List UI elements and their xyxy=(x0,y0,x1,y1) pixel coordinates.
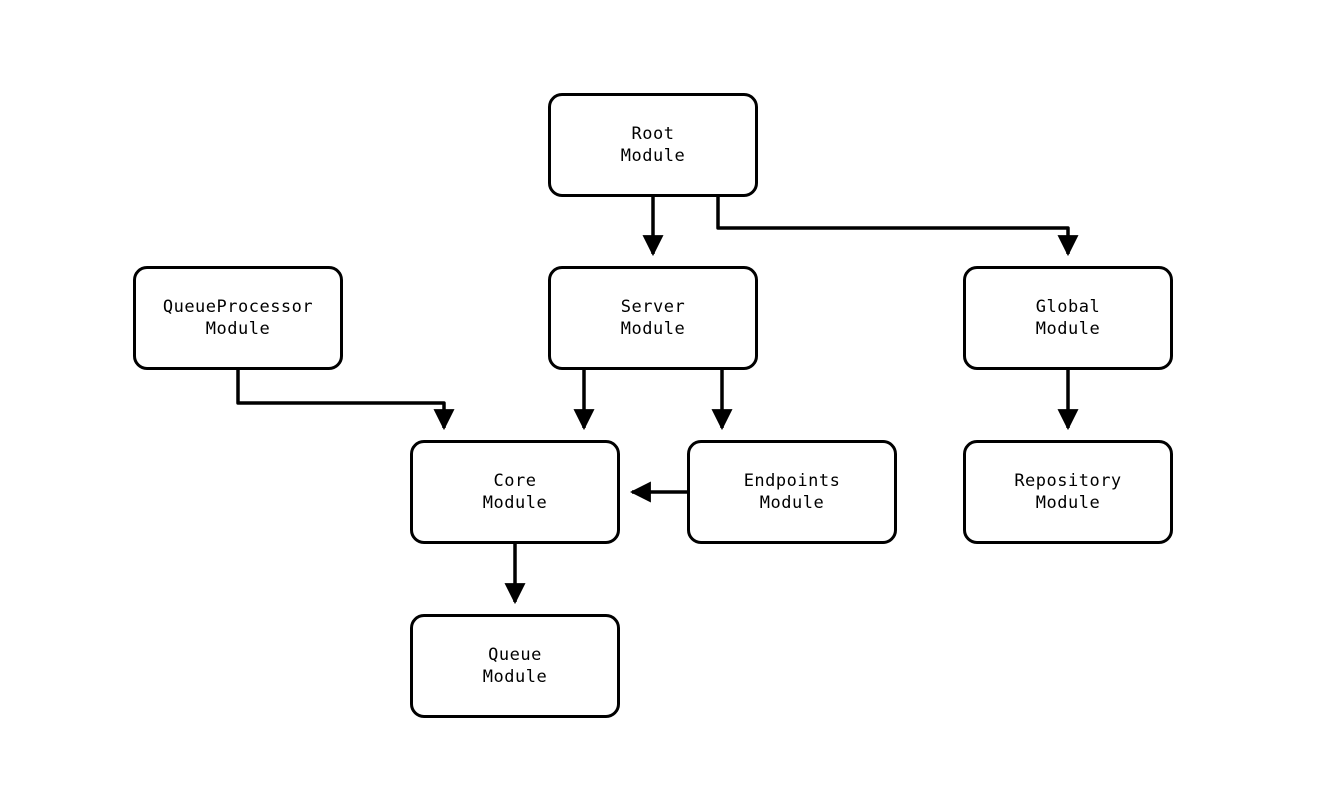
node-label-line2: Module xyxy=(759,493,825,513)
edge-root-to-global xyxy=(718,197,1068,254)
node-global-module[interactable] xyxy=(963,266,1173,370)
node-label-line2: Module xyxy=(1035,493,1101,513)
edge-queueprocessor-to-core xyxy=(238,370,444,428)
node-label-line1: Root xyxy=(631,124,675,144)
node-label-line1: Global xyxy=(1035,297,1101,317)
node-label-line1: Endpoints xyxy=(743,471,841,491)
node-queue-module[interactable] xyxy=(410,614,620,718)
node-label-line2: Module xyxy=(1035,319,1101,339)
node-label-line2: Module xyxy=(482,667,548,687)
node-label-line1: Server xyxy=(620,297,686,317)
node-label-line2: Module xyxy=(205,319,271,339)
node-label-line1: QueueProcessor xyxy=(162,297,314,317)
node-label-line2: Module xyxy=(620,146,686,166)
node-label-line2: Module xyxy=(482,493,548,513)
node-repository-module[interactable] xyxy=(963,440,1173,544)
node-root-module[interactable] xyxy=(548,93,758,197)
node-endpoints-module[interactable] xyxy=(687,440,897,544)
node-label-line1: Repository xyxy=(1014,471,1122,491)
node-server-module[interactable] xyxy=(548,266,758,370)
node-label-line1: Queue xyxy=(488,645,542,665)
node-core-module[interactable] xyxy=(410,440,620,544)
node-label-line2: Module xyxy=(620,319,686,339)
node-label-line1: Core xyxy=(493,471,537,491)
node-queueprocessor-module[interactable] xyxy=(133,266,343,370)
